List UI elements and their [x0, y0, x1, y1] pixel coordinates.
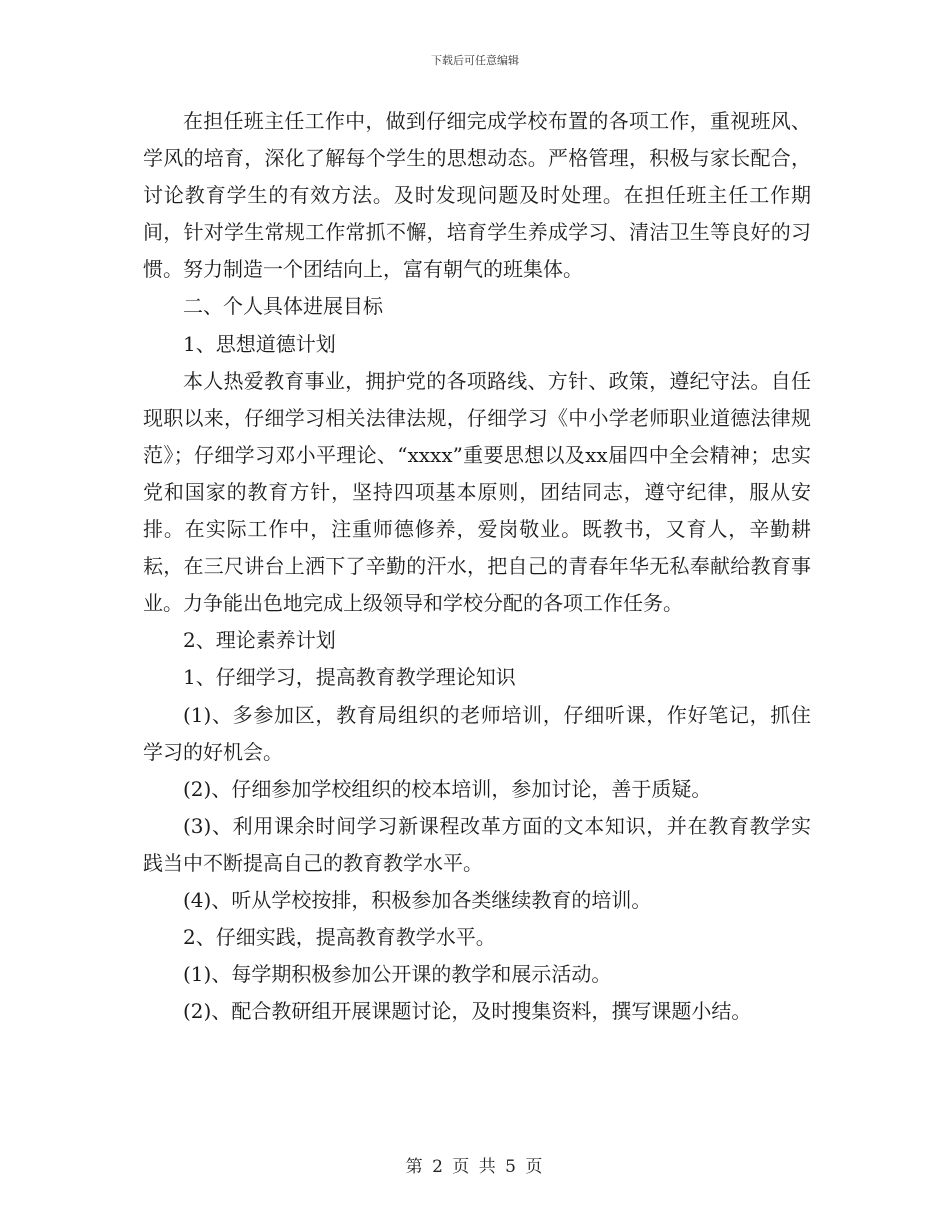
subheading-moral-plan: 1、思想道德计划 [183, 331, 336, 356]
subheading-theory-plan: 2、理论素养计划 [183, 628, 336, 653]
section-heading-goals: 二、个人具体进展目标 [183, 294, 383, 319]
item-study-2: (2)、仔细参加学校组织的校本培训，参加讨论，善于质疑。 [183, 776, 712, 801]
item-study-theory: 1、仔细学习，提高教育教学理论知识 [183, 665, 516, 690]
item-study-1: (1)、多参加区，教育局组织的老师培训，仔细听课，作好笔记，抓住学习的好机会。 [143, 702, 811, 764]
page-header: 下载后可任意编辑 [431, 54, 519, 67]
item-study-4: (4)、听从学校按排，积极参加各类继续教育的培训。 [183, 887, 652, 912]
document-body [143, 103, 811, 1030]
page-number-footer: 第 2 页 共 5 页 [405, 1157, 545, 1177]
paragraph-class-management: 在担任班主任工作中，做到仔细完成学校布置的各项工作，重视班风、学风的培育，深化了解每个学生的思想动态。严格管理，积极与家长配合，讨论教育学生的有效方法。及时发现问题及时处理。在担任班主任工作期间，针对学生常规工作常抓不懈，培育学生养成学习、清洁卫生等良好的习惯。努力制造一个团结向上，富有朝气的班集体。 [143, 109, 811, 282]
item-practice-1: (1)、每学期积极参加公开课的教学和展示活动。 [183, 962, 612, 987]
item-practice: 2、仔细实践，提高教育教学水平。 [183, 925, 496, 950]
item-practice-2: (2)、配合教研组开展课题讨论，及时搜集资料，撰写课题小结。 [183, 999, 752, 1024]
paragraph-moral-plan: 本人热爱教育事业，拥护党的各项路线、方针、政策，遵纪守法。自任现职以来，仔细学习相关法律法规，仔细学习《中小学老师职业道德法律规范》；仔细学习邓小平理论、“xxxx”重要思想以及xx届四中全会精神；忠实党和国家的教育方针，坚持四项基本原则，团结同志，遵守纪律，服从安排。在实际工作中，注重师德修养，爱岗敬业。既教书，又育人，辛勤耕耘，在三尺讲台上洒下了辛勤的汗水，把自己的青春年华无私奉献给教育事业。力争能出色地完成上级领导和学校分配的各项工作任务。 [143, 368, 811, 616]
item-study-3: (3)、利用课余时间学习新课程改革方面的文本知识，并在教育教学实践当中不断提高自己的教育教学水平。 [143, 813, 811, 875]
